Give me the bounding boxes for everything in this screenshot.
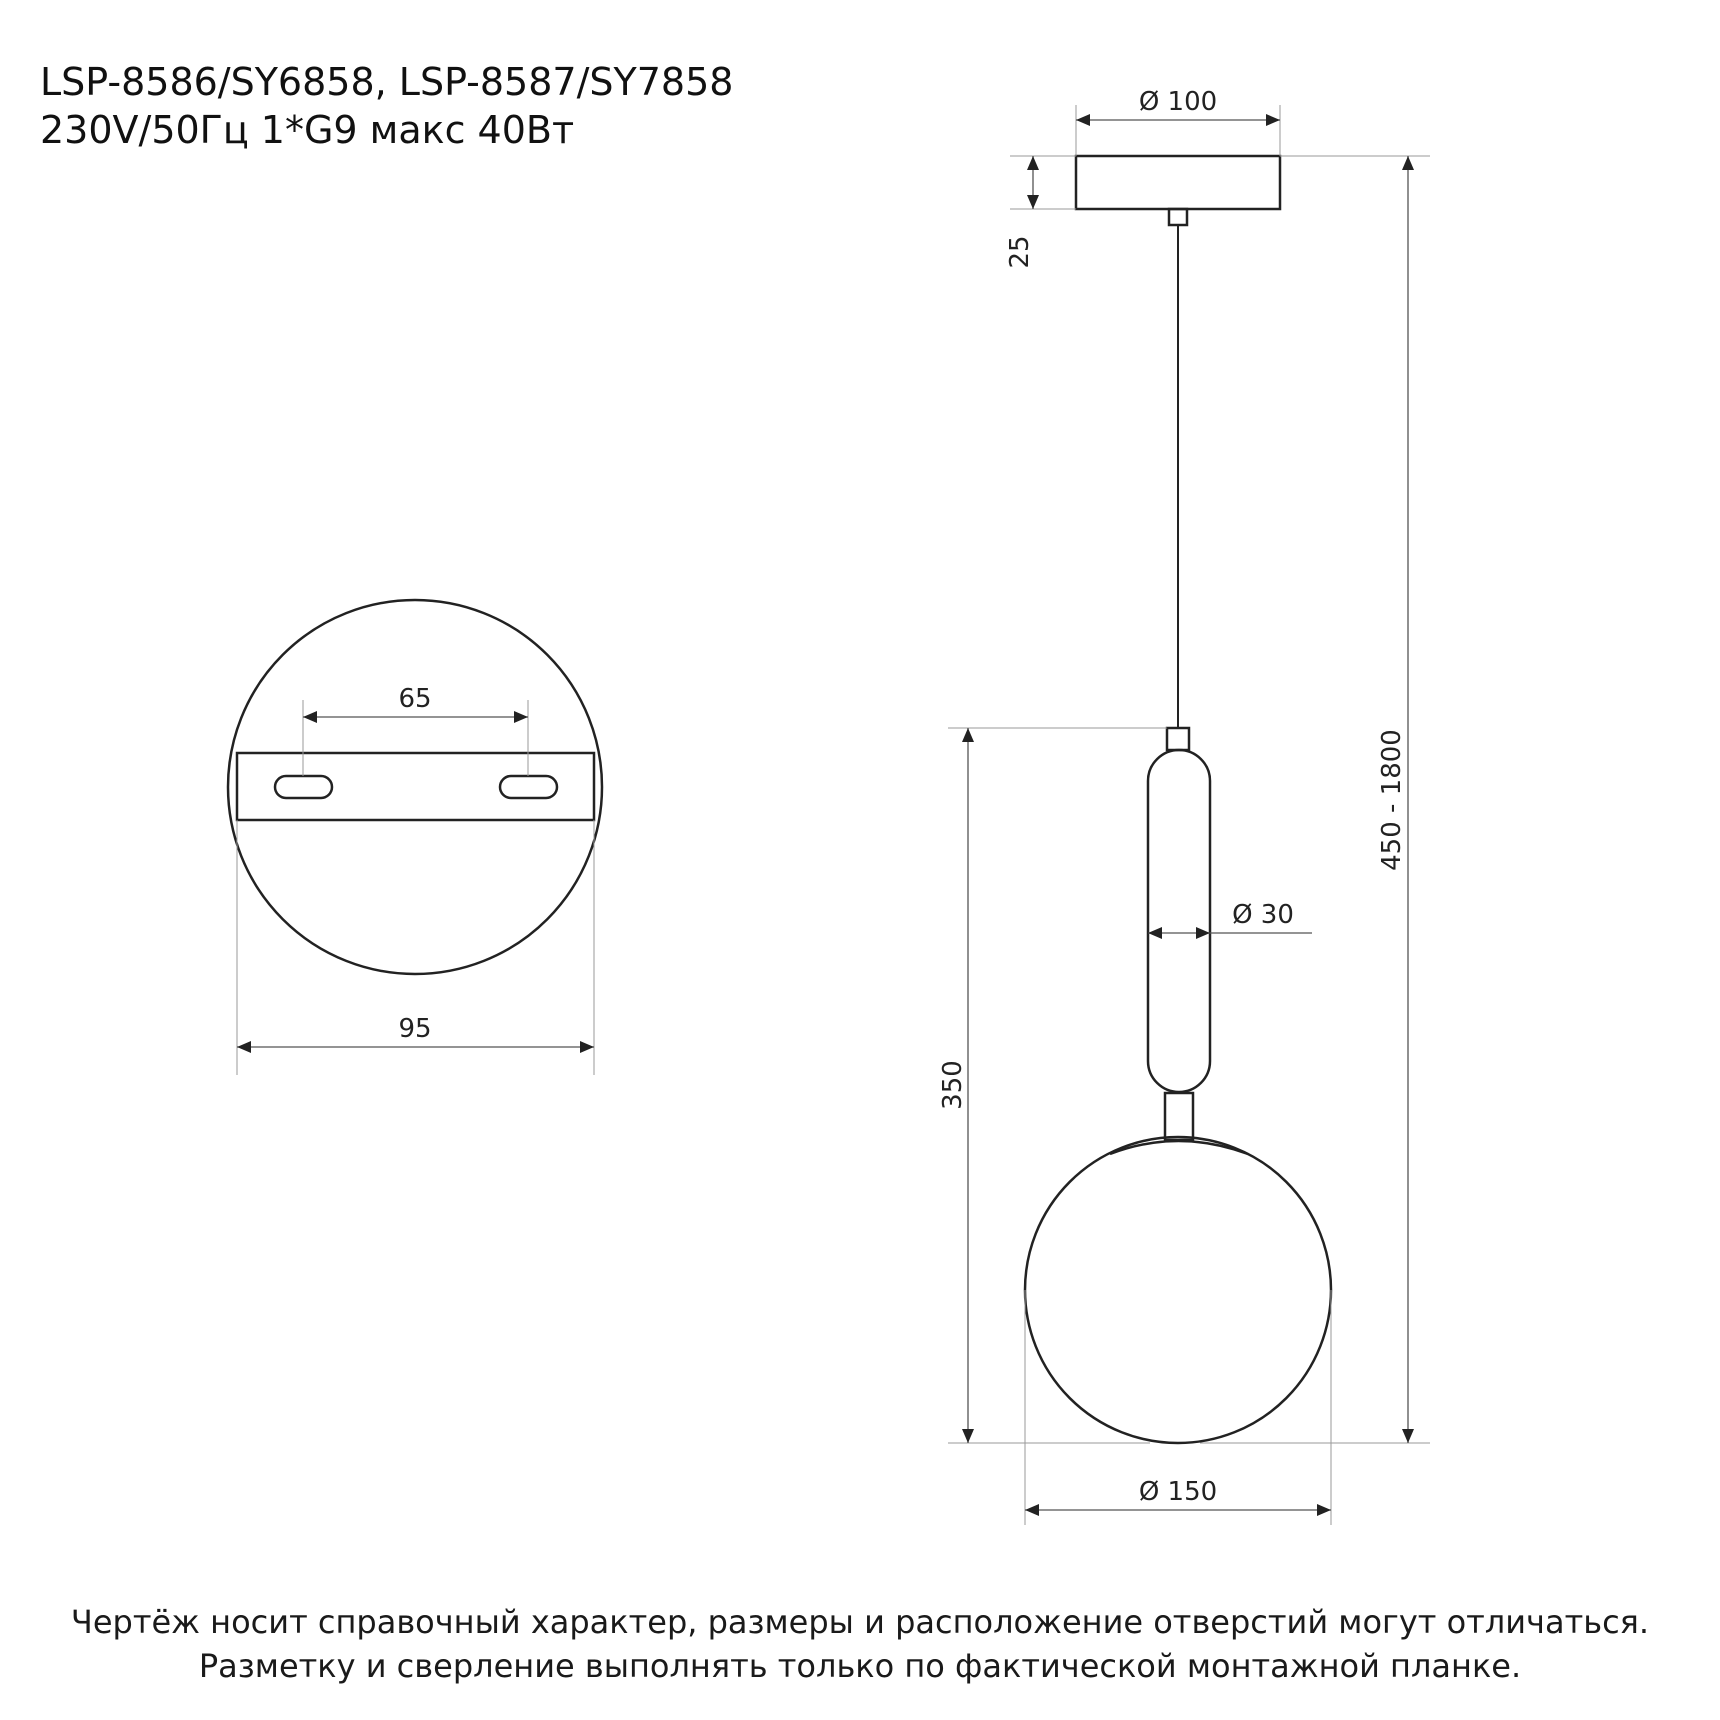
slot-left: [275, 776, 332, 798]
disclaimer-line-2: Разметку и сверление выполнять только по фактической монтажной планке.: [198, 1647, 1522, 1685]
pendant-side-view: [938, 87, 1430, 1525]
glass-globe: [1025, 1137, 1331, 1443]
canopy-circle: [228, 600, 602, 974]
disclaimer-line-1: Чертёж носит справочный характер, размеры и расположение отверстий могут отличаться.: [70, 1603, 1650, 1641]
dim-hole-spacing: 65: [398, 684, 432, 714]
cable-connector: [1167, 728, 1189, 750]
mounting-bracket: [237, 753, 594, 820]
disclaimer: [0, 1600, 1720, 1688]
dim-canopy-height: 25: [1005, 235, 1035, 269]
model-numbers: LSP-8586/SY6858, LSP-8587/SY7858: [40, 60, 734, 104]
lamp-neck: [1165, 1093, 1193, 1140]
canopy-body: [1076, 156, 1280, 209]
slot-right: [500, 776, 557, 798]
canopy-nipple: [1169, 209, 1187, 225]
dim-total-height: 450 - 1800: [1377, 729, 1407, 871]
electrical-specs: 230V/50Гц 1*G9 макс 40Вт: [40, 108, 575, 152]
mounting-plate-view: [228, 600, 602, 1075]
globe-cap: [1110, 1141, 1248, 1154]
decorative-stem: [1148, 750, 1210, 1092]
dim-fixture-height: 350: [938, 1060, 968, 1110]
dim-plate-diameter: 95: [398, 1014, 432, 1044]
dim-stem-diameter: Ø 30: [1232, 900, 1294, 930]
dim-globe-diameter: Ø 150: [1138, 1477, 1218, 1507]
dim-canopy-diameter: Ø 100: [1138, 87, 1218, 117]
